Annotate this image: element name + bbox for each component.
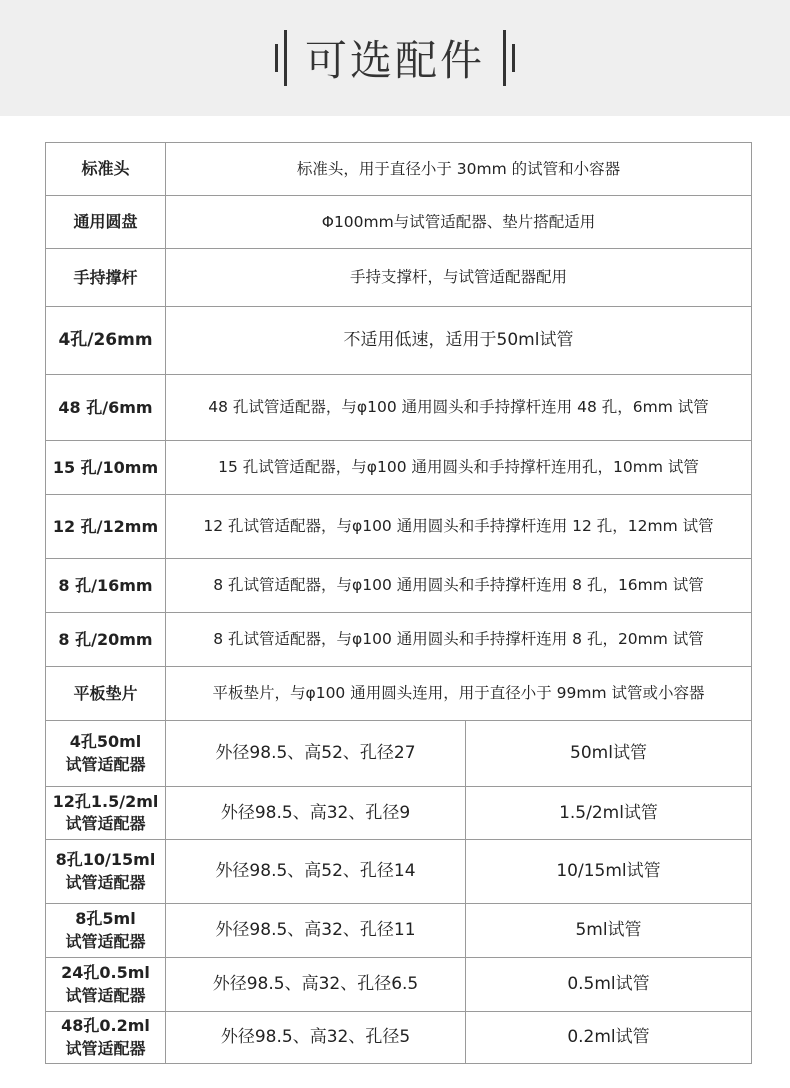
adapter-name [46, 1012, 166, 1064]
adapter-row [46, 958, 752, 1012]
adapter-size: 外径98.5、高32、孔径6.5 [166, 958, 466, 1012]
adapter-tube: 1.5/2ml试管 [466, 787, 752, 840]
adapter-name-line2: 试管适配器 [65, 931, 146, 951]
table-row [46, 495, 752, 559]
adapter-size: 外径98.5、高32、孔径5 [166, 1012, 466, 1064]
adapter-name-line1: 8孔10/15ml [55, 850, 156, 870]
adapter-tube: 10/15ml试管 [466, 840, 752, 904]
accessory-name: 标准头 [46, 143, 166, 196]
table-row [46, 613, 752, 667]
adapter-size: 外径98.5、高32、孔径9 [166, 787, 466, 840]
table-row [46, 375, 752, 441]
accessory-name: 通用圆盘 [46, 196, 166, 249]
adapter-name [46, 958, 166, 1012]
accessory-name: 平板垫片 [46, 667, 166, 721]
accessory-description: 8 孔试管适配器，与φ100 通用圆头和手持撑杆连用 8 孔，20mm 试管 [166, 613, 752, 667]
adapter-tube: 50ml试管 [466, 721, 752, 787]
adapter-name [46, 840, 166, 904]
adapter-row [46, 721, 752, 787]
accessory-name: 48 孔/6mm [46, 375, 166, 441]
adapter-row [46, 904, 752, 958]
adapter-name-line1: 4孔50ml [69, 732, 142, 752]
accessory-description: 标准头，用于直径小于 30mm 的试管和小容器 [166, 143, 752, 196]
adapter-name-line1: 48孔0.2ml [61, 1016, 150, 1036]
accessory-description: 平板垫片，与φ100 通用圆头连用，用于直径小于 99mm 试管或小容器 [166, 667, 752, 721]
adapter-size: 外径98.5、高32、孔径11 [166, 904, 466, 958]
adapter-tube: 0.2ml试管 [466, 1012, 752, 1064]
adapter-tube: 5ml试管 [466, 904, 752, 958]
accessory-name: 15 孔/10mm [46, 441, 166, 495]
adapter-name-line1: 8孔5ml [75, 909, 136, 929]
accessories-table [45, 142, 752, 1064]
accessory-description: 48 孔试管适配器，与φ100 通用圆头和手持撑杆连用 48 孔，6mm 试管 [166, 375, 752, 441]
adapter-name-line2: 试管适配器 [65, 872, 146, 892]
adapter-row [46, 840, 752, 904]
title-area [0, 0, 790, 116]
adapter-name-line2: 试管适配器 [65, 985, 146, 1005]
table-row [46, 143, 752, 196]
page-title: 可选配件 [304, 36, 485, 85]
accessory-description: 12 孔试管适配器，与φ100 通用圆头和手持撑杆连用 12 孔，12mm 试管 [166, 495, 752, 559]
accessory-name: 12 孔/12mm [46, 495, 166, 559]
adapter-name [46, 721, 166, 787]
table-row [46, 249, 752, 307]
table-row [46, 559, 752, 613]
adapter-row [46, 1012, 752, 1064]
right-bars-decoration [503, 30, 515, 86]
table-row [46, 196, 752, 249]
accessory-name: 手持撑杆 [46, 249, 166, 307]
adapter-name-line1: 12孔1.5/2ml [52, 791, 159, 811]
accessory-description: 8 孔试管适配器，与φ100 通用圆头和手持撑杆连用 8 孔，16mm 试管 [166, 559, 752, 613]
adapter-name-line2: 试管适配器 [65, 754, 146, 774]
accessory-description: Φ100mm与试管适配器、垫片搭配适用 [166, 196, 752, 249]
table-row [46, 307, 752, 375]
table-row [46, 441, 752, 495]
adapter-name-line2: 试管适配器 [65, 1038, 146, 1058]
adapter-row [46, 787, 752, 840]
accessory-description: 手持支撑杆，与试管适配器配用 [166, 249, 752, 307]
accessory-description: 15 孔试管适配器，与φ100 通用圆头和手持撑杆连用孔，10mm 试管 [166, 441, 752, 495]
adapter-name-line1: 24孔0.5ml [61, 963, 150, 983]
adapter-name [46, 787, 166, 840]
adapter-name [46, 904, 166, 958]
accessory-name: 8 孔/20mm [46, 613, 166, 667]
accessory-description: 不适用低速，适用于50ml试管 [166, 307, 752, 375]
adapter-size: 外径98.5、高52、孔径27 [166, 721, 466, 787]
accessory-name: 4孔/26mm [46, 307, 166, 375]
table-row [46, 667, 752, 721]
adapter-tube: 0.5ml试管 [466, 958, 752, 1012]
adapter-name-line2: 试管适配器 [65, 814, 146, 833]
adapter-size: 外径98.5、高52、孔径14 [166, 840, 466, 904]
left-bars-decoration [275, 30, 287, 86]
accessory-name: 8 孔/16mm [46, 559, 166, 613]
